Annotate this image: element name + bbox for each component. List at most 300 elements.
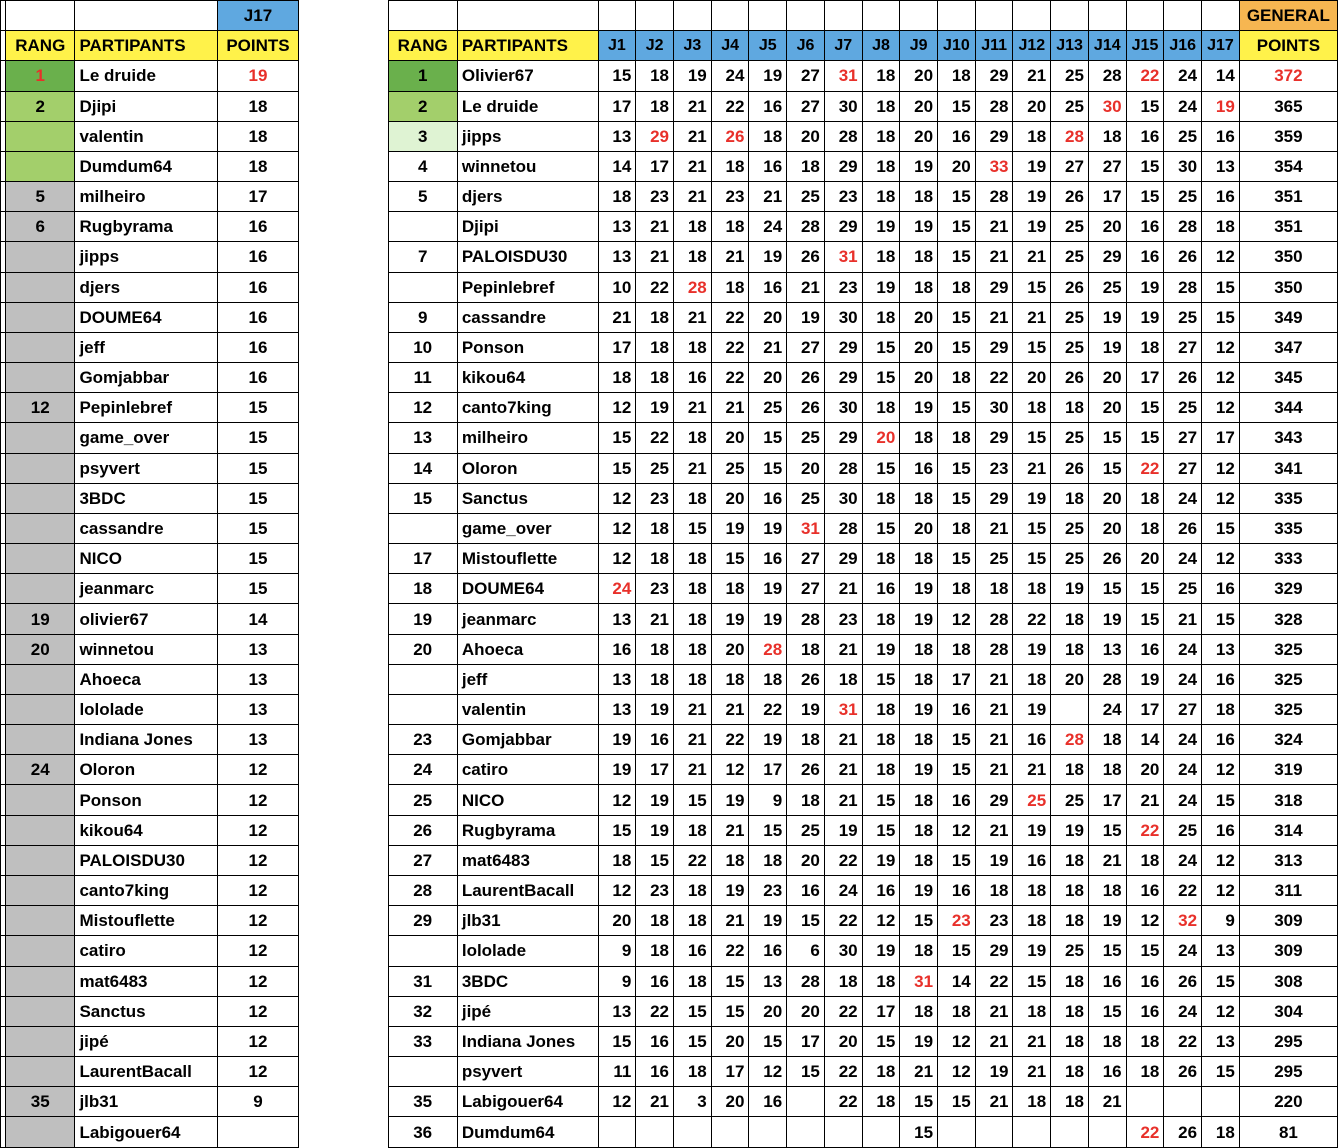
day-score-cell[interactable]: 12 (1126, 906, 1164, 936)
left-participant-cell[interactable]: canto7king (75, 875, 218, 905)
day-score-cell[interactable]: 19 (1013, 212, 1051, 242)
day-score-cell[interactable]: 15 (711, 544, 749, 574)
day-score-cell[interactable]: 18 (711, 845, 749, 875)
day-score-cell[interactable]: 17 (1088, 785, 1126, 815)
day-header[interactable]: J2 (636, 31, 674, 61)
day-score-cell[interactable]: 12 (598, 393, 636, 423)
day-score-cell[interactable]: 18 (1088, 725, 1126, 755)
day-score-cell[interactable]: 9 (1202, 906, 1240, 936)
left-rank-cell[interactable] (6, 513, 75, 543)
left-points-cell[interactable]: 12 (218, 906, 299, 936)
day-score-cell[interactable]: 22 (636, 272, 674, 302)
left-rank-cell[interactable] (6, 151, 75, 181)
day-score-cell[interactable]: 32 (1164, 906, 1202, 936)
left-points-cell[interactable]: 9 (218, 1087, 299, 1117)
day-score-cell[interactable]: 16 (636, 1026, 674, 1056)
day-score-cell[interactable]: 20 (900, 332, 938, 362)
left-points-cell[interactable]: 16 (218, 302, 299, 332)
day-score-cell[interactable] (824, 1117, 862, 1148)
day-score-cell[interactable]: 15 (1013, 966, 1051, 996)
day-score-cell[interactable]: 31 (787, 513, 825, 543)
right-rank-cell[interactable]: 24 (388, 755, 457, 785)
day-score-cell[interactable]: 18 (900, 423, 938, 453)
day-score-cell[interactable]: 18 (862, 725, 900, 755)
day-score-cell[interactable]: 16 (1202, 725, 1240, 755)
left-participant-cell[interactable]: NICO (75, 544, 218, 574)
day-score-cell[interactable]: 15 (938, 755, 976, 785)
general-total-cell[interactable]: 335 (1239, 483, 1337, 513)
day-score-cell[interactable]: 15 (862, 664, 900, 694)
day-score-cell[interactable]: 29 (975, 61, 1013, 91)
right-rank-cell[interactable]: 14 (388, 453, 457, 483)
general-total-cell[interactable]: 304 (1239, 996, 1337, 1026)
day-score-cell[interactable]: 19 (900, 694, 938, 724)
day-score-cell[interactable]: 15 (1126, 393, 1164, 423)
day-score-cell[interactable]: 25 (1051, 544, 1089, 574)
general-total-cell[interactable]: 365 (1239, 91, 1337, 121)
day-score-cell[interactable]: 12 (1202, 996, 1240, 1026)
day-score-cell[interactable]: 15 (1126, 91, 1164, 121)
day-score-cell[interactable]: 25 (1013, 785, 1051, 815)
day-score-cell[interactable]: 15 (1013, 332, 1051, 362)
day-score-cell[interactable]: 16 (862, 574, 900, 604)
day-score-cell[interactable]: 9 (598, 936, 636, 966)
day-score-cell[interactable]: 21 (674, 121, 712, 151)
day-score-cell[interactable]: 18 (636, 544, 674, 574)
day-score-cell[interactable]: 15 (1088, 996, 1126, 1026)
day-score-cell[interactable]: 18 (1051, 996, 1089, 1026)
day-score-cell[interactable]: 18 (1051, 1087, 1089, 1117)
empty-cell[interactable] (1126, 1, 1164, 31)
general-points-header[interactable]: POINTS (1239, 31, 1337, 61)
day-score-cell[interactable]: 18 (862, 483, 900, 513)
day-score-cell[interactable]: 18 (1051, 845, 1089, 875)
day-score-cell[interactable]: 16 (636, 966, 674, 996)
right-rank-cell[interactable] (388, 212, 457, 242)
day-score-cell[interactable]: 15 (938, 91, 976, 121)
right-participant-cell[interactable]: lololade (457, 936, 598, 966)
empty-cell[interactable] (711, 1, 749, 31)
day-score-cell[interactable]: 18 (900, 936, 938, 966)
day-score-cell[interactable]: 18 (711, 272, 749, 302)
day-header[interactable]: J3 (674, 31, 712, 61)
day-score-cell[interactable]: 16 (1013, 845, 1051, 875)
day-score-cell[interactable]: 11 (598, 1057, 636, 1087)
day-score-cell[interactable]: 15 (711, 966, 749, 996)
day-score-cell[interactable]: 18 (636, 634, 674, 664)
day-score-cell[interactable]: 23 (938, 906, 976, 936)
day-score-cell[interactable]: 25 (1164, 815, 1202, 845)
day-score-cell[interactable]: 19 (711, 875, 749, 905)
day-score-cell[interactable]: 10 (598, 272, 636, 302)
left-rank-cell[interactable]: 5 (6, 182, 75, 212)
day-score-cell[interactable]: 18 (636, 513, 674, 543)
day-score-cell[interactable]: 17 (1126, 694, 1164, 724)
day-header[interactable]: J6 (787, 31, 825, 61)
day-score-cell[interactable]: 18 (711, 664, 749, 694)
right-participant-cell[interactable]: Gomjabbar (457, 725, 598, 755)
day-score-cell[interactable]: 15 (938, 242, 976, 272)
day-score-cell[interactable]: 12 (1202, 483, 1240, 513)
day-score-cell[interactable]: 20 (900, 121, 938, 151)
right-rank-cell[interactable] (388, 272, 457, 302)
day-score-cell[interactable]: 15 (598, 423, 636, 453)
day-score-cell[interactable]: 21 (674, 453, 712, 483)
day-score-cell[interactable]: 19 (1126, 272, 1164, 302)
day-score-cell[interactable]: 13 (1202, 1026, 1240, 1056)
day-score-cell[interactable]: 24 (1088, 694, 1126, 724)
left-rank-cell[interactable]: 12 (6, 393, 75, 423)
left-participant-cell[interactable]: psyvert (75, 453, 218, 483)
right-rank-cell[interactable]: 9 (388, 302, 457, 332)
day-score-cell[interactable]: 6 (787, 936, 825, 966)
day-score-cell[interactable]: 18 (1088, 121, 1126, 151)
day-score-cell[interactable]: 15 (1202, 302, 1240, 332)
day-score-cell[interactable]: 18 (862, 393, 900, 423)
day-score-cell[interactable]: 19 (1013, 936, 1051, 966)
day-score-cell[interactable]: 22 (711, 725, 749, 755)
day-header[interactable]: J4 (711, 31, 749, 61)
day-score-cell[interactable]: 19 (862, 936, 900, 966)
general-total-cell[interactable]: 324 (1239, 725, 1337, 755)
day-score-cell[interactable]: 16 (1126, 212, 1164, 242)
day-score-cell[interactable]: 19 (900, 604, 938, 634)
right-participant-cell[interactable]: winnetou (457, 151, 598, 181)
day-score-cell[interactable] (1126, 1087, 1164, 1117)
day-score-cell[interactable]: 18 (636, 363, 674, 393)
day-score-cell[interactable]: 20 (1126, 755, 1164, 785)
day-score-cell[interactable]: 16 (674, 936, 712, 966)
general-total-cell[interactable]: 328 (1239, 604, 1337, 634)
day-score-cell[interactable]: 25 (1051, 785, 1089, 815)
left-participant-cell[interactable]: Sanctus (75, 996, 218, 1026)
day-score-cell[interactable]: 23 (636, 182, 674, 212)
day-score-cell[interactable]: 25 (1051, 242, 1089, 272)
day-score-cell[interactable]: 22 (1164, 1026, 1202, 1056)
day-score-cell[interactable]: 28 (674, 272, 712, 302)
day-score-cell[interactable]: 13 (1088, 634, 1126, 664)
day-score-cell[interactable]: 26 (787, 242, 825, 272)
day-score-cell[interactable]: 18 (900, 242, 938, 272)
day-score-cell[interactable]: 25 (1164, 574, 1202, 604)
day-score-cell[interactable]: 16 (1088, 1057, 1126, 1087)
day-score-cell[interactable]: 16 (1088, 966, 1126, 996)
general-total-cell[interactable]: 325 (1239, 694, 1337, 724)
day-score-cell[interactable]: 18 (824, 664, 862, 694)
day-score-cell[interactable]: 18 (1088, 1026, 1126, 1056)
day-score-cell[interactable]: 18 (900, 725, 938, 755)
day-score-cell[interactable]: 15 (862, 363, 900, 393)
general-total-cell[interactable]: 350 (1239, 242, 1337, 272)
left-participant-cell[interactable]: Gomjabbar (75, 363, 218, 393)
day-score-cell[interactable]: 19 (711, 785, 749, 815)
day-score-cell[interactable] (1051, 694, 1089, 724)
day-score-cell[interactable]: 25 (1051, 212, 1089, 242)
left-points-cell[interactable]: 18 (218, 151, 299, 181)
day-score-cell[interactable]: 21 (1164, 604, 1202, 634)
day-score-cell[interactable]: 15 (1126, 151, 1164, 181)
day-score-cell[interactable]: 16 (1126, 242, 1164, 272)
day-score-cell[interactable]: 22 (1126, 61, 1164, 91)
day-score-cell[interactable]: 17 (749, 755, 787, 785)
day-score-cell[interactable]: 17 (598, 332, 636, 362)
day-score-cell[interactable]: 12 (1202, 393, 1240, 423)
day-score-cell[interactable]: 18 (900, 483, 938, 513)
day-score-cell[interactable]: 15 (938, 453, 976, 483)
day-score-cell[interactable]: 18 (674, 664, 712, 694)
left-rank-cell[interactable]: 6 (6, 212, 75, 242)
day-score-cell[interactable]: 18 (1126, 845, 1164, 875)
day-score-cell[interactable]: 12 (598, 785, 636, 815)
day-score-cell[interactable]: 26 (787, 755, 825, 785)
day-score-cell[interactable]: 18 (636, 906, 674, 936)
day-score-cell[interactable]: 16 (1126, 121, 1164, 151)
day-score-cell[interactable]: 20 (1088, 513, 1126, 543)
day-score-cell[interactable]: 22 (824, 1087, 862, 1117)
day-score-cell[interactable]: 18 (749, 121, 787, 151)
day-header[interactable]: J11 (975, 31, 1013, 61)
left-participant-cell[interactable]: Oloron (75, 755, 218, 785)
left-rank-cell[interactable] (6, 272, 75, 302)
day-score-cell[interactable]: 30 (1088, 91, 1126, 121)
day-score-cell[interactable]: 24 (1164, 634, 1202, 664)
day-score-cell[interactable]: 13 (1202, 936, 1240, 966)
right-participant-cell[interactable]: catiro (457, 755, 598, 785)
left-participant-cell[interactable]: jlb31 (75, 1087, 218, 1117)
day-score-cell[interactable]: 27 (1164, 423, 1202, 453)
left-rank-cell[interactable] (6, 363, 75, 393)
left-points-cell[interactable]: 16 (218, 212, 299, 242)
day-score-cell[interactable]: 19 (1013, 694, 1051, 724)
day-score-cell[interactable]: 18 (674, 544, 712, 574)
day-score-cell[interactable]: 28 (975, 182, 1013, 212)
day-score-cell[interactable]: 24 (824, 875, 862, 905)
day-score-cell[interactable]: 24 (1164, 845, 1202, 875)
right-rank-cell[interactable]: 20 (388, 634, 457, 664)
day-score-cell[interactable]: 26 (1051, 453, 1089, 483)
day-score-cell[interactable]: 12 (598, 544, 636, 574)
left-rank-cell[interactable] (6, 242, 75, 272)
general-total-cell[interactable]: 341 (1239, 453, 1337, 483)
day-score-cell[interactable]: 20 (749, 363, 787, 393)
day-score-cell[interactable]: 18 (636, 664, 674, 694)
day-score-cell[interactable]: 21 (711, 906, 749, 936)
day-score-cell[interactable]: 26 (1164, 1117, 1202, 1148)
left-points-cell[interactable]: 13 (218, 694, 299, 724)
day-score-cell[interactable]: 30 (824, 302, 862, 332)
day-score-cell[interactable]: 18 (636, 936, 674, 966)
left-rank-cell[interactable] (6, 544, 75, 574)
day-score-cell[interactable]: 18 (1051, 1057, 1089, 1087)
left-rank-cell[interactable] (6, 664, 75, 694)
day-score-cell[interactable]: 21 (1126, 785, 1164, 815)
left-points-cell[interactable]: 12 (218, 845, 299, 875)
day-score-cell[interactable]: 21 (975, 1026, 1013, 1056)
day-score-cell[interactable]: 29 (975, 332, 1013, 362)
day-score-cell[interactable] (1051, 1117, 1089, 1148)
day-score-cell[interactable]: 14 (598, 151, 636, 181)
day-score-cell[interactable]: 20 (824, 1026, 862, 1056)
left-participant-cell[interactable]: olivier67 (75, 604, 218, 634)
day-score-cell[interactable]: 22 (1126, 815, 1164, 845)
left-participant-cell[interactable]: Dumdum64 (75, 151, 218, 181)
day-score-cell[interactable]: 19 (1051, 574, 1089, 604)
right-rank-cell[interactable]: 11 (388, 363, 457, 393)
empty-cell[interactable] (674, 1, 712, 31)
day-score-cell[interactable]: 18 (862, 182, 900, 212)
day-score-cell[interactable]: 25 (1051, 936, 1089, 966)
day-score-cell[interactable]: 16 (749, 151, 787, 181)
day-score-cell[interactable]: 15 (749, 453, 787, 483)
day-score-cell[interactable]: 15 (1202, 1057, 1240, 1087)
left-points-cell[interactable]: 16 (218, 242, 299, 272)
day-score-cell[interactable]: 20 (1088, 483, 1126, 513)
right-rank-cell[interactable]: 2 (388, 91, 457, 121)
empty-cell[interactable] (1051, 1, 1089, 31)
left-points-cell[interactable]: 19 (218, 61, 299, 91)
day-score-cell[interactable]: 22 (711, 332, 749, 362)
day-score-cell[interactable]: 15 (598, 1026, 636, 1056)
day-score-cell[interactable]: 15 (598, 453, 636, 483)
day-score-cell[interactable]: 25 (636, 453, 674, 483)
left-rank-cell[interactable] (6, 1026, 75, 1056)
left-points-cell[interactable]: 12 (218, 875, 299, 905)
day-score-cell[interactable]: 17 (1088, 182, 1126, 212)
left-participant-cell[interactable]: Pepinlebref (75, 393, 218, 423)
day-score-cell[interactable]: 17 (938, 664, 976, 694)
day-score-cell[interactable]: 22 (636, 996, 674, 1026)
day-score-cell[interactable]: 22 (824, 906, 862, 936)
day-score-cell[interactable]: 16 (749, 272, 787, 302)
right-rank-cell[interactable]: 32 (388, 996, 457, 1026)
day-header[interactable]: J16 (1164, 31, 1202, 61)
day-score-cell[interactable]: 21 (975, 513, 1013, 543)
empty-cell[interactable] (900, 1, 938, 31)
day-score-cell[interactable]: 26 (1088, 544, 1126, 574)
day-score-cell[interactable]: 25 (1051, 513, 1089, 543)
day-header-cell[interactable]: J17 (218, 1, 299, 31)
day-score-cell[interactable]: 21 (674, 755, 712, 785)
left-rank-cell[interactable] (6, 875, 75, 905)
day-score-cell[interactable]: 19 (749, 574, 787, 604)
left-rank-cell[interactable]: 1 (6, 61, 75, 91)
day-score-cell[interactable]: 18 (1088, 755, 1126, 785)
day-score-cell[interactable]: 27 (787, 61, 825, 91)
day-score-cell[interactable]: 18 (900, 634, 938, 664)
day-score-cell[interactable]: 19 (862, 845, 900, 875)
day-score-cell[interactable]: 24 (598, 574, 636, 604)
day-score-cell[interactable]: 27 (1051, 151, 1089, 181)
day-score-cell[interactable]: 20 (598, 906, 636, 936)
day-score-cell[interactable]: 19 (1088, 906, 1126, 936)
day-score-cell[interactable]: 18 (900, 272, 938, 302)
empty-cell[interactable] (75, 1, 218, 31)
day-score-cell[interactable]: 16 (938, 694, 976, 724)
right-rank-cell[interactable]: 33 (388, 1026, 457, 1056)
day-score-cell[interactable]: 16 (636, 725, 674, 755)
day-score-cell[interactable]: 18 (674, 1057, 712, 1087)
day-score-cell[interactable]: 15 (1088, 423, 1126, 453)
day-score-cell[interactable]: 15 (1202, 513, 1240, 543)
day-score-cell[interactable]: 18 (900, 544, 938, 574)
day-score-cell[interactable] (938, 1117, 976, 1148)
day-score-cell[interactable]: 18 (1013, 664, 1051, 694)
day-score-cell[interactable]: 12 (749, 1057, 787, 1087)
day-score-cell[interactable]: 23 (975, 906, 1013, 936)
left-participant-cell[interactable]: djers (75, 272, 218, 302)
day-score-cell[interactable]: 25 (1164, 121, 1202, 151)
day-score-cell[interactable]: 19 (749, 906, 787, 936)
day-score-cell[interactable]: 19 (787, 694, 825, 724)
day-score-cell[interactable]: 18 (674, 483, 712, 513)
day-score-cell[interactable]: 25 (787, 483, 825, 513)
day-score-cell[interactable]: 17 (598, 91, 636, 121)
right-participant-cell[interactable]: Olivier67 (457, 61, 598, 91)
left-rank-cell[interactable] (6, 453, 75, 483)
day-score-cell[interactable]: 15 (1088, 453, 1126, 483)
day-score-cell[interactable]: 12 (1202, 544, 1240, 574)
day-score-cell[interactable]: 25 (787, 815, 825, 845)
day-score-cell[interactable]: 13 (749, 966, 787, 996)
day-score-cell[interactable]: 25 (1051, 61, 1089, 91)
left-participant-cell[interactable]: jeff (75, 332, 218, 362)
left-points-cell[interactable]: 12 (218, 1057, 299, 1087)
day-score-cell[interactable]: 26 (1051, 182, 1089, 212)
empty-cell[interactable] (862, 1, 900, 31)
day-score-cell[interactable]: 13 (598, 212, 636, 242)
day-score-cell[interactable]: 19 (1088, 332, 1126, 362)
left-rank-cell[interactable] (6, 302, 75, 332)
day-score-cell[interactable]: 16 (749, 483, 787, 513)
day-score-cell[interactable]: 21 (674, 91, 712, 121)
day-score-cell[interactable]: 15 (862, 785, 900, 815)
day-score-cell[interactable]: 17 (636, 151, 674, 181)
left-rank-cell[interactable] (6, 1117, 75, 1148)
day-score-cell[interactable]: 19 (1051, 815, 1089, 845)
day-score-cell[interactable]: 21 (711, 393, 749, 423)
day-score-cell[interactable]: 26 (787, 393, 825, 423)
general-total-cell[interactable]: 325 (1239, 634, 1337, 664)
day-score-cell[interactable]: 19 (1126, 664, 1164, 694)
right-participant-cell[interactable]: kikou64 (457, 363, 598, 393)
right-participant-cell[interactable]: djers (457, 182, 598, 212)
right-rank-cell[interactable] (388, 513, 457, 543)
day-score-cell[interactable]: 26 (1164, 363, 1202, 393)
day-score-cell[interactable] (1013, 1117, 1051, 1148)
day-score-cell[interactable]: 18 (1051, 393, 1089, 423)
day-score-cell[interactable]: 18 (674, 423, 712, 453)
day-score-cell[interactable]: 12 (938, 1026, 976, 1056)
day-score-cell[interactable]: 18 (938, 61, 976, 91)
right-participant-cell[interactable]: Labigouer64 (457, 1087, 598, 1117)
day-score-cell[interactable]: 30 (824, 936, 862, 966)
day-score-cell[interactable]: 20 (1088, 363, 1126, 393)
day-score-cell[interactable]: 24 (1164, 61, 1202, 91)
day-score-cell[interactable]: 28 (1164, 212, 1202, 242)
left-points-cell[interactable] (218, 1117, 299, 1148)
day-score-cell[interactable]: 22 (824, 1057, 862, 1087)
day-score-cell[interactable]: 19 (1088, 604, 1126, 634)
general-total-cell[interactable]: 295 (1239, 1026, 1337, 1056)
day-score-cell[interactable]: 20 (787, 121, 825, 151)
day-score-cell[interactable]: 16 (1202, 121, 1240, 151)
day-score-cell[interactable]: 13 (598, 604, 636, 634)
day-score-cell[interactable]: 19 (636, 815, 674, 845)
day-score-cell[interactable]: 14 (1202, 61, 1240, 91)
day-score-cell[interactable]: 26 (787, 363, 825, 393)
left-participant-cell[interactable]: DOUME64 (75, 302, 218, 332)
day-score-cell[interactable]: 21 (975, 815, 1013, 845)
